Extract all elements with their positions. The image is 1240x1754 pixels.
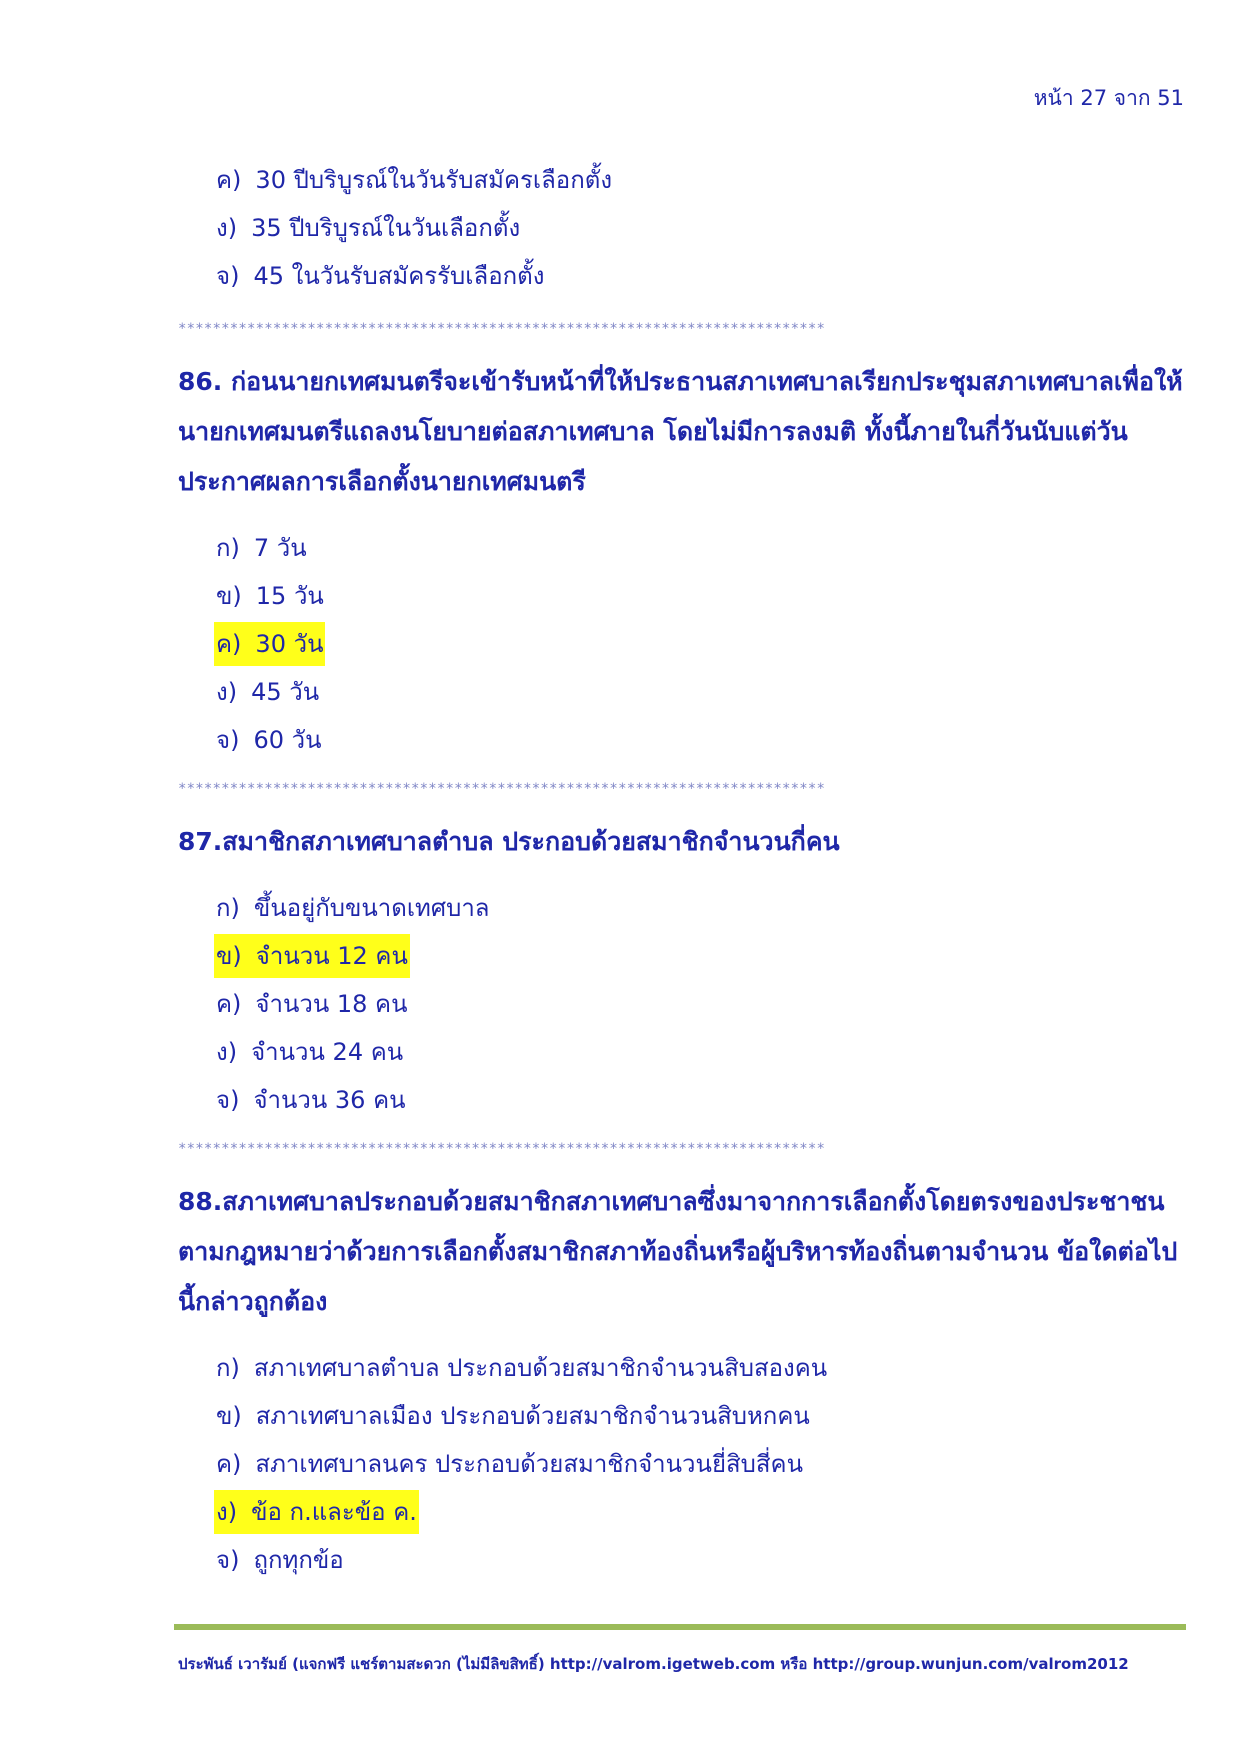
option-letter: จ) [216,262,240,290]
option-text: สภาเทศบาลตำบล ประกอบด้วยสมาชิกจำนวนสิบสองคน [253,1354,828,1382]
page-number: หน้า 27 จาก 51 [1033,86,1184,110]
option-text: จำนวน 24 คน [251,1038,404,1066]
option-text: 30 วัน [255,630,324,658]
option-letter: ง) [216,1038,238,1066]
option-letter: ง) [216,214,238,242]
footer-credit: ประพันธ์ เวารัมย์ (แจกฟรี แชร์ตามสะดวก (ไม่มีลิขสิทธิ์) http://valrom.igetweb.com หรือ http://group.wunjun.com/valrom2012 [178,1655,1129,1673]
option-letter: จ) [216,1546,240,1574]
option-text: จำนวน 36 คน [253,1086,406,1114]
option-text: จำนวน 18 คน [255,990,408,1018]
option-item [214,526,309,570]
option-letter: ค) [216,166,242,194]
option-text: 35 ปีบริบูรณ์ในวันเลือกตั้ง [251,214,521,242]
question-86: 86. ก่อนนายกเทศมนตรีจะเข้ารับหน้าที่ให้ประธานสภาเทศบาลเรียกประชุมสภาเทศบาลเพื่อให้นายกเทศมนตรีแถลงนโยบายต่อสภาเทศบาล โดยไม่มีการลงมติ ทั้งนี้ภายในกี่วันนับแต่วันประกาศผลการเลือกตั้งนายกเทศมนตรี [178,367,1183,496]
option-letter: ง) [216,678,238,706]
option-item [214,1030,405,1074]
option-item-answer [214,622,325,666]
option-letter: ค) [216,990,242,1018]
option-item-answer [214,934,410,978]
option-item [214,886,492,930]
option-item [214,254,546,298]
separator: *************************************************************************** [178,322,826,336]
option-letter: ค) [216,630,242,658]
option-item [214,670,321,714]
option-letter: ง) [216,1498,238,1526]
option-text: 45 ในวันรับสมัครรับเลือกตั้ง [253,262,545,290]
option-item [214,574,326,618]
option-item [214,1078,408,1122]
option-text: 45 วัน [251,678,320,706]
option-text: 60 วัน [253,726,322,754]
option-letter: ก) [216,1354,240,1382]
separator: *************************************************************************** [178,782,826,796]
option-letter: ข) [216,942,242,970]
option-item [214,158,614,202]
option-letter: ข) [216,1402,242,1430]
option-letter: จ) [216,1086,240,1114]
option-letter: จ) [216,726,240,754]
option-letter: ข) [216,582,242,610]
option-text: 30 ปีบริบูรณ์ในวันรับสมัครเลือกตั้ง [255,166,613,194]
option-text: สภาเทศบาลนคร ประกอบด้วยสมาชิกจำนวนยี่สิบสี่คน [255,1450,803,1478]
option-text: ถูกทุกข้อ [253,1546,344,1574]
option-text: ข้อ ก.และข้อ ค. [251,1498,417,1526]
question-88: 88.สภาเทศบาลประกอบด้วยสมาชิกสภาเทศบาลซึ่งมาจากการเลือกตั้งโดยตรงของประชาชนตามกฎหมายว่าด้วยการเลือกตั้งสมาชิกสภาท้องถิ่นหรือผู้บริหารท้องถิ่นตามจำนวน ข้อใดต่อไปนี้กล่าวถูกต้อง [178,1187,1178,1316]
option-item [214,1394,812,1438]
option-item [214,206,522,250]
option-letter: ค) [216,1450,242,1478]
separator: *************************************************************************** [178,1142,826,1156]
option-item [214,982,410,1026]
option-item [214,1442,805,1486]
option-item [214,1538,346,1582]
option-text: 7 วัน [253,534,307,562]
option-letter: ก) [216,894,240,922]
option-item [214,1346,829,1390]
option-letter: ก) [216,534,240,562]
option-text: จำนวน 12 คน [255,942,408,970]
option-item [214,718,324,762]
footer-divider [174,1624,1186,1630]
option-text: ขึ้นอยู่กับขนาดเทศบาล [253,894,490,922]
option-text: 15 วัน [255,582,324,610]
option-text: สภาเทศบาลเมือง ประกอบด้วยสมาชิกจำนวนสิบหกคน [255,1402,810,1430]
option-item-answer [214,1490,419,1534]
question-87: 87.สมาชิกสภาเทศบาลตำบล ประกอบด้วยสมาชิกจำนวนกี่คน [178,827,840,856]
